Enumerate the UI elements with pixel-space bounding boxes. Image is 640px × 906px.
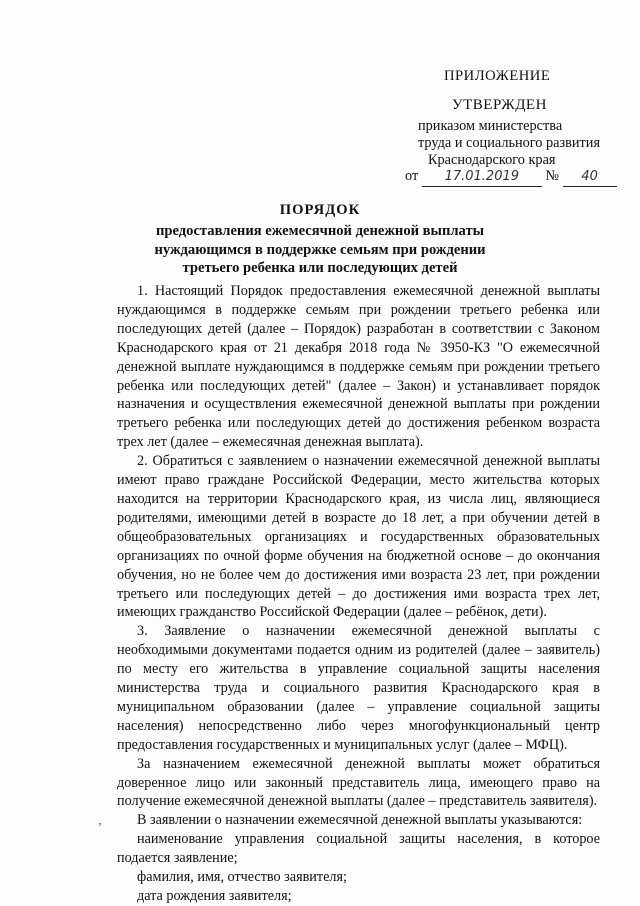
document-body (117, 282, 600, 906)
order-date-number (405, 167, 617, 187)
document-subtitle-line-2: нуждающимся в поддержке семьям при рождении (154, 242, 486, 258)
document-subtitle-line-1: предоставления ежемесячной денежной выплаты (155, 223, 485, 239)
appendix-label: ПРИЛОЖЕНИЕ (444, 68, 551, 84)
handwritten-date: 17.01.2019 (422, 167, 542, 187)
document-subtitle-line-3: третьего ребенка или последующих детей (182, 260, 458, 276)
approval-line-1: приказом министерства (418, 118, 563, 134)
paragraph-application-contents: В заявлении о назначении ежемесячной денежной выплаты указываются: (137, 812, 583, 829)
paragraph-3: 3. Заявление о назначении ежемесячной денежной выплаты с необходимыми документами подается одним из родителей (далее – заявитель) по месту его жительства в управление социальной защиты населения министерства труда и социального развития Краснодарского края в муниципальном образовании (далее – управление социальной защиты населения) непосредственно либо через многофункциональный центр предоставления государственных и муниципальных услуг (далее – МФЦ). (117, 623, 600, 753)
approval-line-3: Краснодарского края (428, 152, 556, 168)
paragraph-1: 1. Настоящий Порядок предоставления ежемесячной денежной выплаты нуждающимся в поддержке семьям при рождении третьего ребенка или последующих детей (далее – Порядок) разработан в соответствии с Законом Краснодарского края от 21 декабря 2018 года № 3950-КЗ "О ежемесячной денежной выплате нуждающимся в поддержке семьям при рождении третьего ребенка или последующих детей" (далее – Закон) и устанавливает порядок назначения и осуществления ежемесячной денежной выплаты при рождении третьего ребенка или последующих детей до достижения ребенком возраста трех лет (далее – ежемесячная денежная выплата). (117, 283, 600, 451)
approval-line-2: труда и социального развития (418, 135, 601, 151)
list-item-birth-date: дата рождения заявителя; (137, 888, 292, 904)
list-item-full-name: фамилия, имя, отчество заявителя; (137, 869, 347, 886)
paragraph-2: 2. Обратиться с заявлением о назначении ежемесячной денежной выплаты имеют право граждане Российской Федерации, место жительства которых находится на территории Краснодарского края, из числа лиц, являющиеся родителями, имеющими детей в возрасте до 18 лет, а при обучении детей в общеобразовательных организациях и государственных образовательных организациях по очной форме обучения на бюджетной основе – до окончания обучения, но не более чем до достижения ими возраста 23 лет, при рождении третьего или последующих детей – до достижения ими возраста трех лет, имеющих гражданство Российской Федерации (далее – ребёнок, дети). (117, 453, 600, 621)
approved-label: УТВЕРЖДЕН (452, 97, 547, 113)
number-sign: № (545, 168, 560, 184)
handwritten-number: 40 (563, 167, 617, 187)
paragraph-representative: За назначением ежемесячной денежной выплаты может обратиться доверенное лицо или законный представитель лица, имеющего право на получение ежемесячной денежной выплаты (далее – представитель заявителя). (117, 755, 600, 810)
date-prefix: от (405, 168, 419, 184)
scan-mark-icon: ‚ (98, 813, 102, 827)
list-item-authority: наименование управления социальной защиты населения, в которое подается заявление; (117, 831, 600, 867)
document-title: ПОРЯДОК (279, 202, 361, 218)
